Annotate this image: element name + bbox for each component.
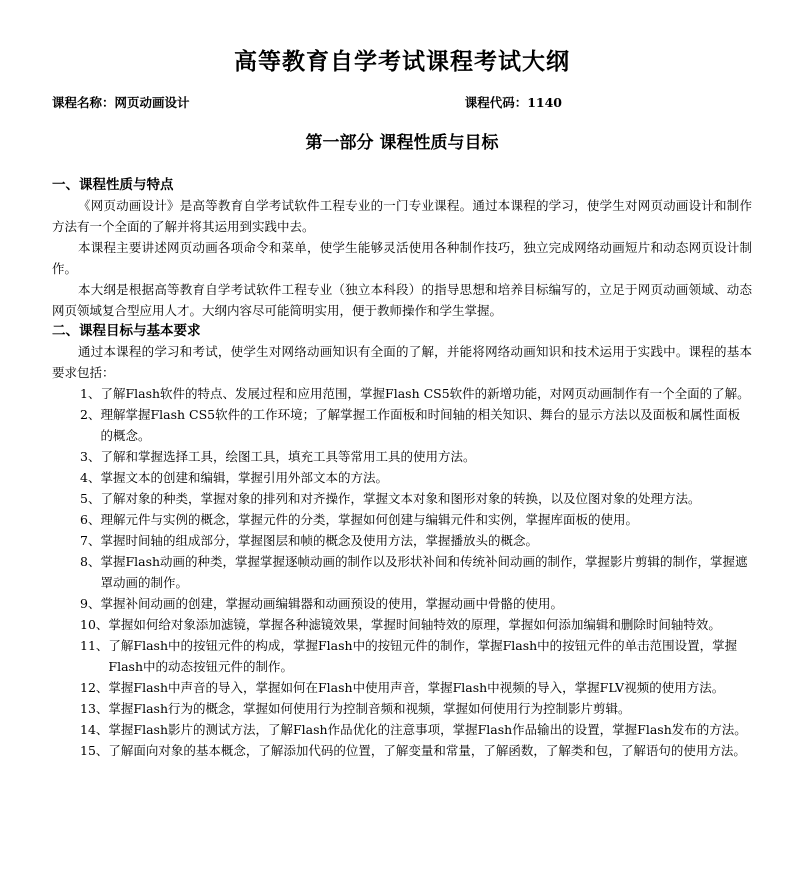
list-item [52,383,752,404]
item-text: 了解Flash软件的特点、发展过程和应用范围，掌握Flash CS5软件的新增功能，对网页动画制作有一个全面的了解。 [100,386,750,401]
course-name: 课程名称：网页动画设计 [52,95,190,110]
item-text: 了解Flash中的按钮元件的构成，掌握Flash中的按钮元件的制作，掌握Flash中的按钮元件的单击范围设置，掌握Flash中的动态按钮元件的制作。 [108,638,738,674]
item-text: 掌握如何给对象添加滤镜，掌握各种滤镜效果，掌握时间轴特效的原理，掌握如何添加编辑和删除时间轴特效。 [108,617,721,632]
list-item [52,530,752,551]
list-item [52,404,752,446]
item-text: 了解对象的种类，掌握对象的排列和对齐操作，掌握文本对象和图形对象的转换，以及位图对象的处理方法。 [100,491,701,506]
paragraph: 本大纲是根据高等教育自学考试软件工程专业（独立本科段）的指导思想和培养目标编写的，立足于网页动画领域、动态网页领域复合型应用人才。大纲内容尽可能简明实用，便于教师操作和学生掌握。 [52,282,752,318]
item-number: 1、 [80,386,101,401]
item-number: 9、 [80,596,101,611]
list-item [52,446,752,467]
item-text: 掌握Flash影片的测试方法，了解Flash作品优化的注意事项，掌握Flash作品输出的设置，掌握Flash发布的方法。 [108,722,747,737]
item-number: 2、 [80,407,101,422]
list-item [52,677,752,698]
item-number: 15、 [80,743,109,758]
item-text: 掌握补间动画的创建，掌握动画编辑器和动画预设的使用，掌握动画中骨骼的使用。 [100,596,563,611]
list-item [52,551,752,593]
paragraph: 本课程主要讲述网页动画各项命令和菜单，使学生能够灵活使用各种制作技巧，独立完成网络动画短片和动态网页设计制作。 [52,240,752,276]
list-item [52,467,752,488]
section-heading: 一、课程性质与特点 [52,177,174,193]
item-number: 10、 [80,617,109,632]
document-title: 高等教育自学考试课程考试大纲 [234,48,570,75]
item-number: 6、 [80,512,101,527]
item-text: 理解元件与实例的概念，掌握元件的分类，掌握如何创建与编辑元件和实例，掌握库面板的使用。 [100,512,638,527]
item-number: 4、 [80,470,101,485]
item-number: 7、 [80,533,101,548]
paragraph: 通过本课程的学习和考试，使学生对网络动画知识有全面的了解，并能将网络动画知识和技术运用于实践中。课程的基本要求包括： [52,344,752,380]
requirements-list [52,383,752,761]
item-number: 11、 [80,638,109,653]
list-item [52,740,752,761]
list-item [52,614,752,635]
list-item [52,698,752,719]
item-number: 12、 [80,680,109,695]
item-text: 理解掌握Flash CS5软件的工作环境；了解掌握工作面板和时间轴的相关知识、舞台的显示方法以及面板和属性面板的概念。 [100,407,741,443]
item-text: 掌握文本的创建和编辑，掌握引用外部文本的方法。 [100,470,388,485]
item-text: 掌握Flash行为的概念，掌握如何使用行为控制音频和视频，掌握如何使用行为控制影片剪辑。 [108,701,631,716]
paragraph: 《网页动画设计》是高等教育自学考试软件工程专业的一门专业课程。通过本课程的学习，使学生对网页动画设计和制作方法有一个全面的了解并将其运用到实践中去。 [52,198,752,234]
item-text: 了解和掌握选择工具，绘图工具，填充工具等常用工具的使用方法。 [100,449,476,464]
list-item [52,488,752,509]
item-text: 掌握时间轴的组成部分，掌握图层和帧的概念及使用方法，掌握播放头的概念。 [100,533,538,548]
list-item [52,509,752,530]
list-item [52,719,752,740]
item-number: 5、 [80,491,101,506]
course-code: 课程代码：1140 [464,95,562,110]
course-info [52,93,752,113]
item-text: 掌握Flash中声音的导入，掌握如何在Flash中使用声音，掌握Flash中视频的导入，掌握FLV视频的使用方法。 [108,680,725,695]
list-item [52,635,752,677]
list-item [52,593,752,614]
item-text: 了解面向对象的基本概念，了解添加代码的位置，了解变量和常量，了解函数，了解类和包，了解语句的使用方法。 [108,743,746,758]
part-title: 第一部分 课程性质与目标 [305,133,499,153]
item-number: 8、 [80,554,101,569]
item-text: 掌握Flash动画的种类，掌握掌握逐帧动画的制作以及形状补间和传统补间动画的制作，掌握影片剪辑的制作，掌握遮罩动画的制作。 [100,554,748,590]
item-number: 3、 [80,449,101,464]
item-number: 13、 [80,701,109,716]
item-number: 14、 [80,722,109,737]
section-heading: 二、课程目标与基本要求 [52,323,201,339]
